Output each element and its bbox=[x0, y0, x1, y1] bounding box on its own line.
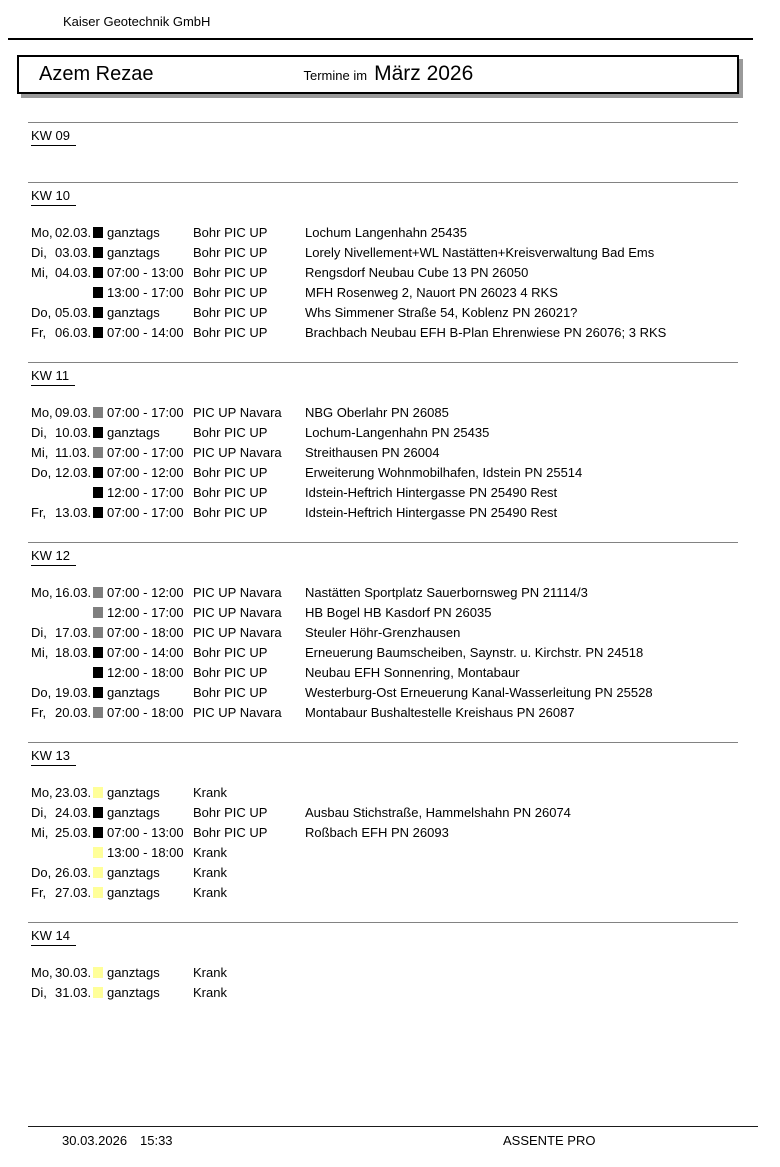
entry-description: Montabaur Bushaltestelle Kreishaus PN 26087 bbox=[305, 704, 575, 720]
weeks bbox=[0, 122, 780, 1022]
entry-resource: Krank bbox=[193, 844, 227, 860]
entry-day: Di, bbox=[31, 624, 47, 640]
appointment-row bbox=[0, 482, 780, 502]
entry-marker-icon bbox=[93, 447, 103, 458]
entry-marker-icon bbox=[93, 227, 103, 238]
entry-time: 07:00 - 12:00 bbox=[107, 464, 184, 480]
entry-marker-icon bbox=[93, 667, 103, 678]
entry-resource: Bohr PIC UP bbox=[193, 664, 268, 680]
entry-time: 07:00 - 14:00 bbox=[107, 324, 184, 340]
appointment-row bbox=[0, 862, 780, 882]
entry-resource: Bohr PIC UP bbox=[193, 504, 268, 520]
entry-time: ganztags bbox=[107, 304, 160, 320]
entry-marker-icon bbox=[93, 507, 103, 518]
entry-day: Do, bbox=[31, 464, 52, 480]
entry-time: 12:00 - 18:00 bbox=[107, 664, 184, 680]
entry-resource: Krank bbox=[193, 984, 227, 1000]
appointment-row bbox=[0, 602, 780, 622]
entry-marker-icon bbox=[93, 487, 103, 498]
appointment-row bbox=[0, 402, 780, 422]
entry-resource: Krank bbox=[193, 864, 227, 880]
entry-resource: PIC UP Navara bbox=[193, 604, 282, 620]
entry-time: 07:00 - 17:00 bbox=[107, 504, 184, 520]
entry-day: Fr, bbox=[31, 324, 47, 340]
entry-description: Steuler Höhr-Grenzhausen bbox=[305, 624, 461, 640]
entry-time: ganztags bbox=[107, 244, 160, 260]
entry-time: 12:00 - 17:00 bbox=[107, 604, 184, 620]
entry-date: 31.03. bbox=[55, 984, 92, 1000]
entry-time: 13:00 - 17:00 bbox=[107, 284, 184, 300]
appointment-row bbox=[0, 442, 780, 462]
entry-time: ganztags bbox=[107, 864, 160, 880]
entry-marker-icon bbox=[93, 287, 103, 298]
entry-marker-icon bbox=[93, 647, 103, 658]
appointment-row bbox=[0, 982, 780, 1002]
entry-marker-icon bbox=[93, 827, 103, 838]
entry-description: Roßbach EFH PN 26093 bbox=[305, 824, 449, 840]
entry-day: Mi, bbox=[31, 824, 49, 840]
entry-marker-icon bbox=[93, 627, 103, 638]
entry-date: 04.03. bbox=[55, 264, 92, 280]
entry-marker-icon bbox=[93, 687, 103, 698]
entry-time: ganztags bbox=[107, 224, 160, 240]
entry-day: Fr, bbox=[31, 704, 47, 720]
company-name: Kaiser Geotechnik GmbH bbox=[63, 14, 211, 29]
entry-description: Whs Simmener Straße 54, Koblenz PN 26021? bbox=[305, 304, 578, 320]
entry-description: Ausbau Stichstraße, Hammelshahn PN 26074 bbox=[305, 804, 571, 820]
entry-resource: PIC UP Navara bbox=[193, 444, 282, 460]
appointment-row bbox=[0, 282, 780, 302]
entry-date: 19.03. bbox=[55, 684, 92, 700]
entry-marker-icon bbox=[93, 467, 103, 478]
appointment-row bbox=[0, 322, 780, 342]
entry-date: 12.03. bbox=[55, 464, 92, 480]
entry-day: Di, bbox=[31, 984, 47, 1000]
entry-date: 24.03. bbox=[55, 804, 92, 820]
entry-marker-icon bbox=[93, 887, 103, 898]
appointment-row bbox=[0, 502, 780, 522]
entry-date: 17.03. bbox=[55, 624, 92, 640]
entry-day: Do, bbox=[31, 864, 52, 880]
header-divider bbox=[8, 38, 753, 40]
entry-resource: PIC UP Navara bbox=[193, 624, 282, 640]
entry-day: Mo, bbox=[31, 584, 53, 600]
entry-date: 10.03. bbox=[55, 424, 92, 440]
entry-description: Westerburg-Ost Erneuerung Kanal-Wasserleitung PN 25528 bbox=[305, 684, 653, 700]
appointment-row bbox=[0, 782, 780, 802]
entry-time: 12:00 - 17:00 bbox=[107, 484, 184, 500]
entry-resource: Bohr PIC UP bbox=[193, 644, 268, 660]
entry-resource: PIC UP Navara bbox=[193, 584, 282, 600]
week-section bbox=[0, 542, 780, 722]
week-section bbox=[0, 742, 780, 902]
entry-date: 20.03. bbox=[55, 704, 92, 720]
entry-date: 11.03. bbox=[55, 444, 91, 460]
entry-day: Mi, bbox=[31, 644, 49, 660]
entry-description: MFH Rosenweg 2, Nauort PN 26023 4 RKS bbox=[305, 284, 558, 300]
entry-resource: Bohr PIC UP bbox=[193, 684, 268, 700]
appointment-row bbox=[0, 222, 780, 242]
week-label: KW 13 bbox=[31, 748, 76, 766]
entry-day: Di, bbox=[31, 424, 47, 440]
week-rows bbox=[0, 402, 780, 522]
entry-resource: PIC UP Navara bbox=[193, 704, 282, 720]
app-name: ASSENTE PRO bbox=[503, 1133, 596, 1148]
appointment-row bbox=[0, 622, 780, 642]
entry-day: Mi, bbox=[31, 444, 49, 460]
entry-time: 13:00 - 18:00 bbox=[107, 844, 184, 860]
entry-marker-icon bbox=[93, 787, 103, 798]
week-label: KW 11 bbox=[31, 368, 75, 386]
entry-description: Idstein-Heftrich Hintergasse PN 25490 Rest bbox=[305, 484, 558, 500]
entry-marker-icon bbox=[93, 867, 103, 878]
entry-resource: Bohr PIC UP bbox=[193, 464, 268, 480]
entry-resource: Bohr PIC UP bbox=[193, 424, 268, 440]
entry-marker-icon bbox=[93, 327, 103, 338]
entry-day: Di, bbox=[31, 804, 47, 820]
entry-resource: Bohr PIC UP bbox=[193, 484, 268, 500]
entry-marker-icon bbox=[93, 987, 103, 998]
entry-description: HB Bogel HB Kasdorf PN 26035 bbox=[305, 604, 492, 620]
entry-resource: Bohr PIC UP bbox=[193, 804, 268, 820]
entry-description: Neubau EFH Sonnenring, Montabaur bbox=[305, 664, 520, 680]
entry-day: Mo, bbox=[31, 964, 53, 980]
entry-day: Mo, bbox=[31, 404, 53, 420]
print-time: 15:33 bbox=[140, 1133, 173, 1148]
print-date: 30.03.2026 bbox=[62, 1133, 128, 1148]
entry-resource: Krank bbox=[193, 964, 227, 980]
entry-marker-icon bbox=[93, 707, 103, 718]
week-rows bbox=[0, 962, 780, 1002]
entry-date: 03.03. bbox=[55, 244, 92, 260]
entry-marker-icon bbox=[93, 267, 103, 278]
appointment-row bbox=[0, 702, 780, 722]
entry-day: Do, bbox=[31, 304, 52, 320]
entry-marker-icon bbox=[93, 407, 103, 418]
entry-date: 09.03. bbox=[55, 404, 92, 420]
entry-resource: Krank bbox=[193, 784, 227, 800]
entry-resource: PIC UP Navara bbox=[193, 404, 282, 420]
entry-time: 07:00 - 14:00 bbox=[107, 644, 184, 660]
appointment-row bbox=[0, 262, 780, 282]
appointment-row bbox=[0, 582, 780, 602]
entry-date: 30.03. bbox=[55, 964, 92, 980]
entry-description: Streithausen PN 26004 bbox=[305, 444, 440, 460]
entry-time: ganztags bbox=[107, 964, 160, 980]
entry-day: Mo, bbox=[31, 784, 53, 800]
entry-description: Erneuerung Baumscheiben, Saynstr. u. Kirchstr. PN 24518 bbox=[305, 644, 644, 660]
footer-divider bbox=[28, 1126, 758, 1127]
entry-date: 13.03. bbox=[55, 504, 92, 520]
entry-marker-icon bbox=[93, 427, 103, 438]
appointment-row bbox=[0, 242, 780, 262]
entry-description: Nastätten Sportplatz Sauerbornsweg PN 21114/3 bbox=[305, 584, 588, 600]
entry-date: 06.03. bbox=[55, 324, 92, 340]
week-rows bbox=[0, 222, 780, 342]
entry-date: 16.03. bbox=[55, 584, 92, 600]
appointment-row bbox=[0, 422, 780, 442]
entry-marker-icon bbox=[93, 967, 103, 978]
report-title-prefix: Termine im bbox=[303, 68, 368, 83]
entry-day: Fr, bbox=[31, 884, 47, 900]
entry-marker-icon bbox=[93, 307, 103, 318]
entry-time: ganztags bbox=[107, 984, 160, 1000]
entry-time: ganztags bbox=[107, 784, 160, 800]
entry-time: 07:00 - 17:00 bbox=[107, 444, 184, 460]
entry-resource: Bohr PIC UP bbox=[193, 284, 268, 300]
week-section bbox=[0, 182, 780, 342]
entry-time: ganztags bbox=[107, 804, 160, 820]
entry-date: 23.03. bbox=[55, 784, 92, 800]
entry-time: ganztags bbox=[107, 424, 160, 440]
entry-day: Mo, bbox=[31, 224, 53, 240]
employee-name: Azem Rezae bbox=[39, 63, 154, 85]
entry-description: Lorely Nivellement+WL Nastätten+Kreisverwaltung Bad Ems bbox=[305, 244, 655, 260]
entry-time: 07:00 - 13:00 bbox=[107, 264, 184, 280]
entry-time: ganztags bbox=[107, 684, 160, 700]
entry-resource: Bohr PIC UP bbox=[193, 824, 268, 840]
entry-date: 27.03. bbox=[55, 884, 92, 900]
entry-description: NBG Oberlahr PN 26085 bbox=[305, 404, 449, 420]
appointment-row bbox=[0, 842, 780, 862]
week-section bbox=[0, 122, 780, 162]
entry-day: Do, bbox=[31, 684, 52, 700]
week-rows bbox=[0, 582, 780, 722]
entry-day: Fr, bbox=[31, 504, 47, 520]
week-section bbox=[0, 922, 780, 1002]
appointment-row bbox=[0, 802, 780, 822]
entry-date: 25.03. bbox=[55, 824, 92, 840]
entry-resource: Bohr PIC UP bbox=[193, 304, 268, 320]
report-title-month: März 2026 bbox=[374, 62, 474, 85]
entry-time: 07:00 - 17:00 bbox=[107, 404, 184, 420]
entry-day: Mi, bbox=[31, 264, 49, 280]
entry-date: 05.03. bbox=[55, 304, 92, 320]
entry-resource: Bohr PIC UP bbox=[193, 264, 268, 280]
entry-time: 07:00 - 13:00 bbox=[107, 824, 184, 840]
entry-resource: Bohr PIC UP bbox=[193, 224, 268, 240]
entry-day: Di, bbox=[31, 244, 47, 260]
entry-time: 07:00 - 18:00 bbox=[107, 624, 184, 640]
entry-time: ganztags bbox=[107, 884, 160, 900]
entry-marker-icon bbox=[93, 607, 103, 618]
entry-resource: Krank bbox=[193, 884, 227, 900]
appointment-row bbox=[0, 682, 780, 702]
entry-marker-icon bbox=[93, 247, 103, 258]
week-label: KW 10 bbox=[31, 188, 76, 206]
appointment-row bbox=[0, 882, 780, 902]
entry-marker-icon bbox=[93, 587, 103, 598]
appointment-row bbox=[0, 462, 780, 482]
title-box bbox=[17, 55, 739, 94]
week-label: KW 09 bbox=[31, 128, 76, 146]
entry-resource: Bohr PIC UP bbox=[193, 324, 268, 340]
entry-resource: Bohr PIC UP bbox=[193, 244, 268, 260]
entry-date: 26.03. bbox=[55, 864, 92, 880]
appointment-row bbox=[0, 642, 780, 662]
appointment-row bbox=[0, 302, 780, 322]
appointment-row bbox=[0, 662, 780, 682]
week-section bbox=[0, 362, 780, 522]
entry-description: Idstein-Heftrich Hintergasse PN 25490 Rest bbox=[305, 504, 558, 520]
appointment-row bbox=[0, 962, 780, 982]
entry-description: Erweiterung Wohnmobilhafen, Idstein PN 25514 bbox=[305, 464, 583, 480]
week-label: KW 12 bbox=[31, 548, 76, 566]
entry-description: Rengsdorf Neubau Cube 13 PN 26050 bbox=[305, 264, 529, 280]
entry-marker-icon bbox=[93, 847, 103, 858]
week-rows bbox=[0, 782, 780, 902]
entry-time: 07:00 - 12:00 bbox=[107, 584, 184, 600]
entry-time: 07:00 - 18:00 bbox=[107, 704, 184, 720]
entry-date: 18.03. bbox=[55, 644, 92, 660]
entry-description: Brachbach Neubau EFH B-Plan Ehrenwiese PN 26076; 3 RKS bbox=[305, 324, 667, 340]
entry-marker-icon bbox=[93, 807, 103, 818]
week-label: KW 14 bbox=[31, 928, 76, 946]
entry-date: 02.03. bbox=[55, 224, 92, 240]
entry-description: Lochum-Langenhahn PN 25435 bbox=[305, 424, 490, 440]
appointment-row bbox=[0, 822, 780, 842]
entry-description: Lochum Langenhahn 25435 bbox=[305, 224, 467, 240]
